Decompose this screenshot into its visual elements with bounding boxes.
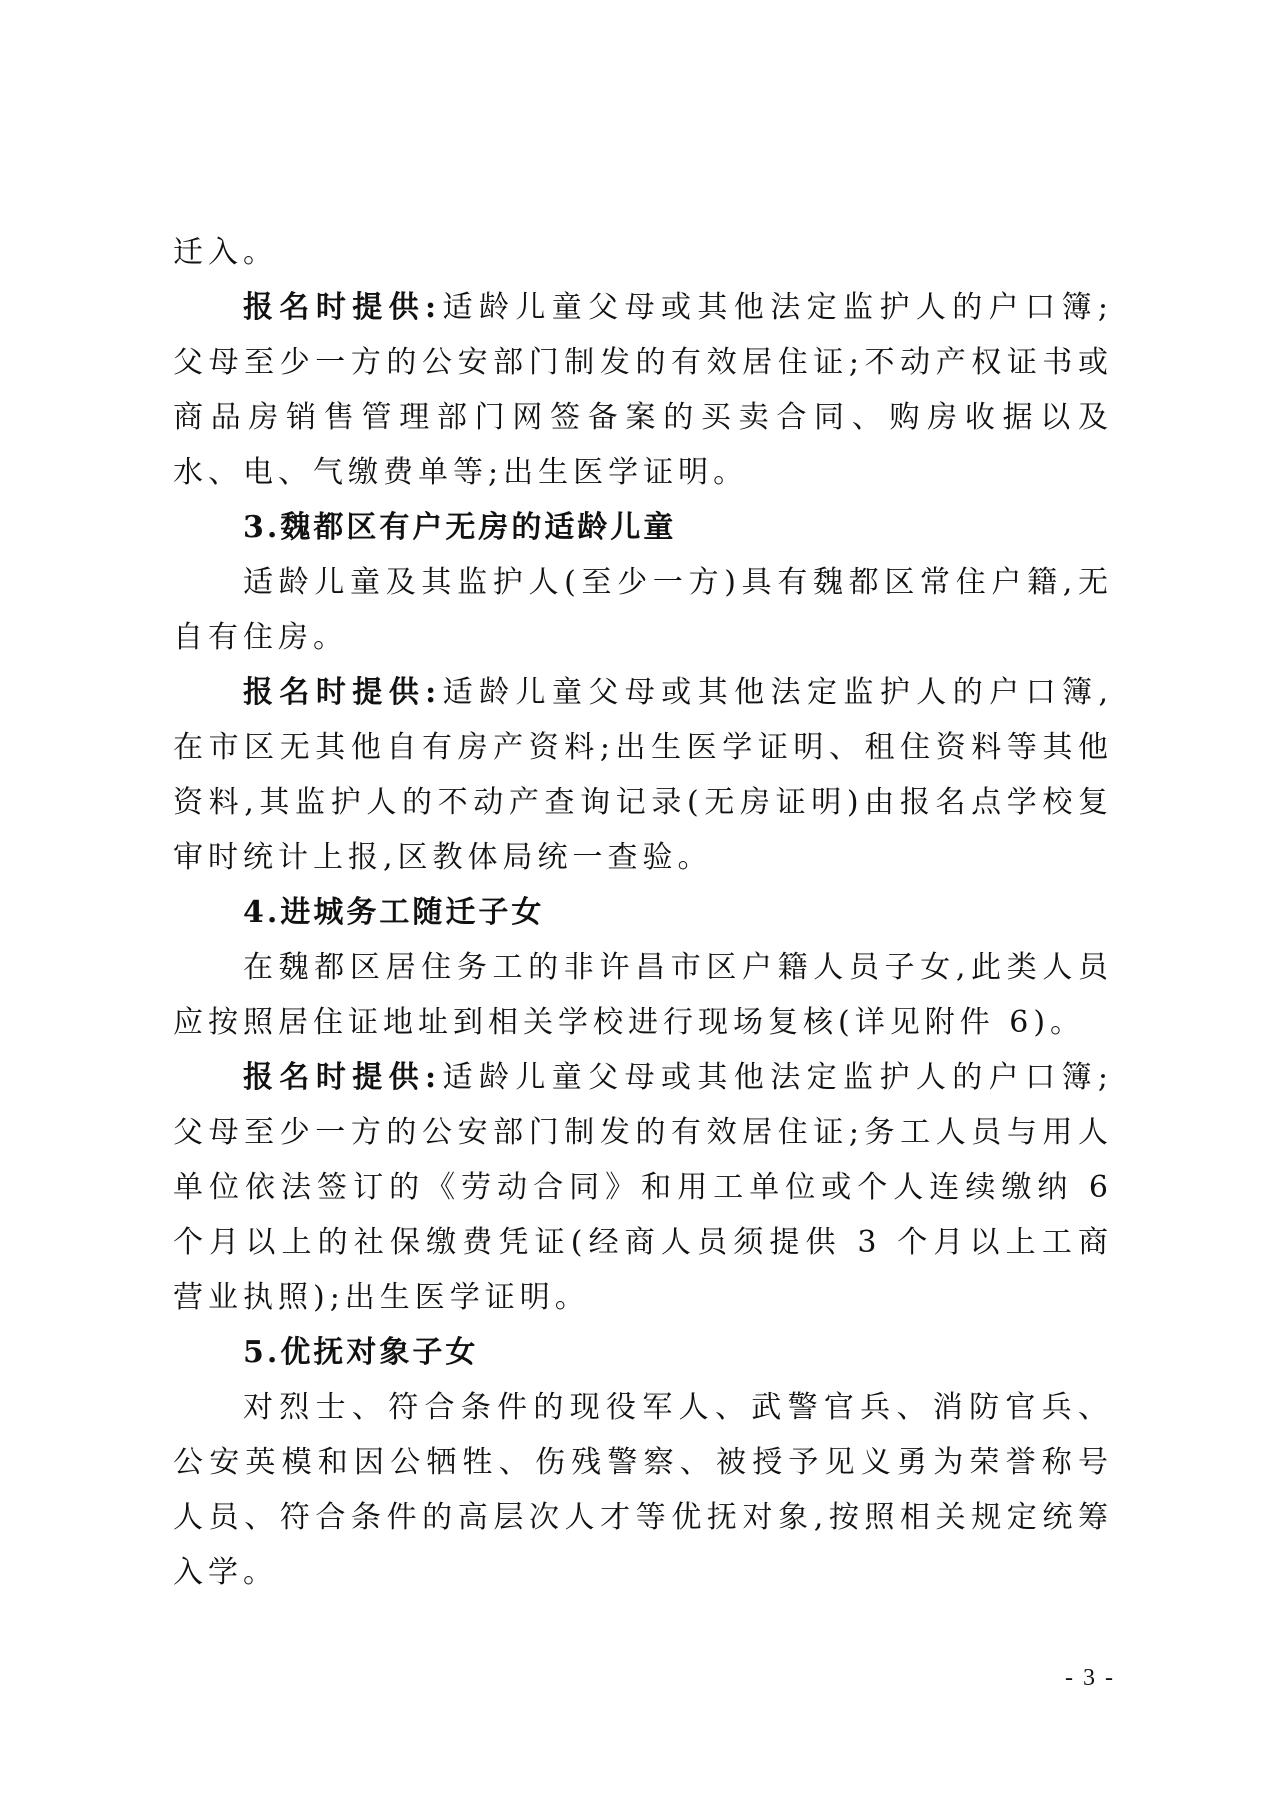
document-body (173, 225, 1113, 1600)
page-number: - 3 - (1065, 1665, 1115, 1691)
section-heading-3: 3.魏都区有户无房的适龄儿童 (243, 510, 677, 545)
paragraph-continuation: 迁入。 (173, 235, 278, 270)
paragraph-provide-2 (173, 665, 1113, 885)
provide-text: 适龄儿童父母或其他法定监护人的户口簿,在市区无其他自有房产资料;出生医学证明、租住资料等其他资料,其监护人的不动产查询记录(无房证明)由报名点学校复审时统计上报,区教体局统一查验。 (173, 675, 1113, 875)
section-heading-5: 5.优抚对象子女 (243, 1335, 479, 1370)
paragraph-condition-3: 适龄儿童及其监护人(至少一方)具有魏都区常住户籍,无自有住房。 (173, 565, 1113, 655)
paragraph-condition-5: 对烈士、符合条件的现役军人、武警官兵、消防官兵、公安英模和因公牺牲、伤残警察、被授予见义勇为荣誉称号人员、符合条件的高层次人才等优抚对象,按照相关规定统筹入学。 (173, 1390, 1113, 1590)
paragraph-condition-4: 在魏都区居住务工的非许昌市区户籍人员子女,此类人员应按照居住证地址到相关学校进行现场复核(详见附件 6)。 (173, 950, 1113, 1040)
paragraph-provide-3 (173, 1050, 1113, 1325)
provide-label: 报名时提供: (243, 675, 442, 710)
paragraph-provide-1 (173, 280, 1113, 500)
section-heading-4: 4.进城务工随迁子女 (243, 895, 545, 930)
provide-text: 适龄儿童父母或其他法定监护人的户口簿;父母至少一方的公安部门制发的有效居住证;不动产权证书或商品房销售管理部门网签备案的买卖合同、购房收据以及水、电、气缴费单等;出生医学证明。 (173, 290, 1114, 490)
provide-text: 适龄儿童父母或其他法定监护人的户口簿;父母至少一方的公安部门制发的有效居住证;务工人员与用人单位依法签订的《劳动合同》和用工单位或个人连续缴纳 6 个月以上的社保缴费凭证(经商人员须提供 3 个月以上工商营业执照);出生医学证明。 (173, 1060, 1114, 1315)
provide-label: 报名时提供: (243, 290, 442, 325)
provide-label: 报名时提供: (243, 1060, 442, 1095)
